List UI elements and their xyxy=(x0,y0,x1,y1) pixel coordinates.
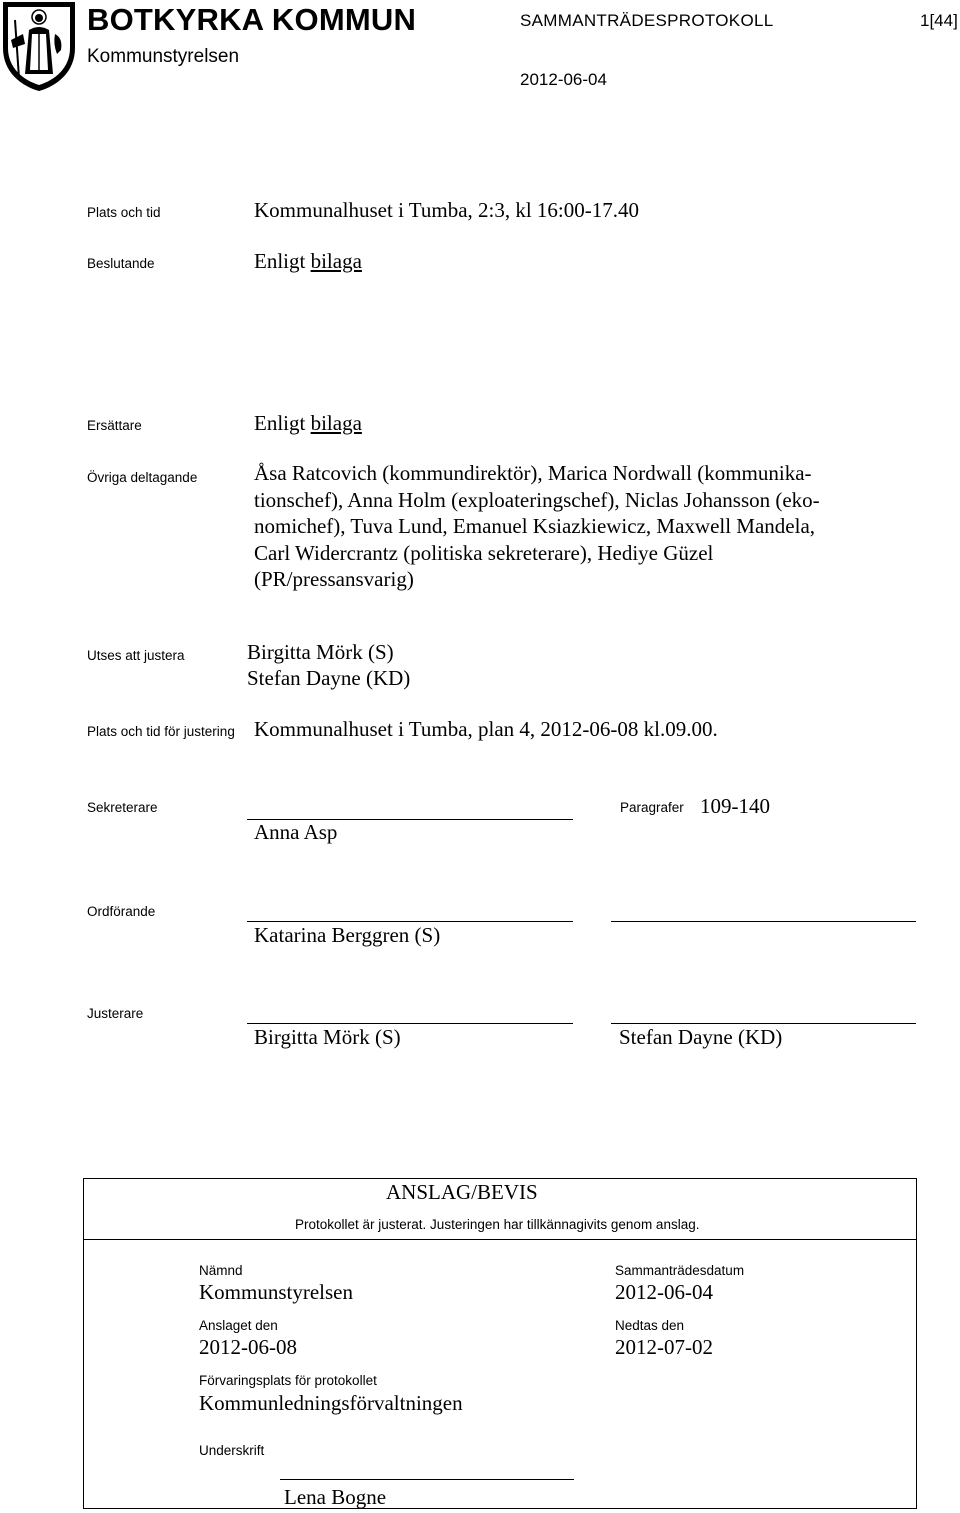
other-participants-value xyxy=(254,460,894,593)
paragraphs-value: 109-140 xyxy=(700,794,770,818)
document-type: SAMMANTRÄDESPROTOKOLL xyxy=(520,11,774,30)
box-divider xyxy=(83,1239,917,1240)
adjust-place-time-value: Kommunalhuset i Tumba, plan 4, 2012-06-08 kl.09.00. xyxy=(254,717,718,741)
participants-line: tionschef), Anna Holm (exploateringschef), Niclas Johansson (eko- xyxy=(254,487,820,512)
signature-line xyxy=(247,921,573,922)
adjuster-1-name: Birgitta Mörk (S) xyxy=(254,1025,401,1049)
participants-line: (PR/pressansvarig) xyxy=(254,567,414,591)
storage-value: Kommunledningsförvaltningen xyxy=(199,1391,463,1415)
meeting-date-label: Sammanträdesdatum xyxy=(615,1263,745,1278)
substitutes-value: Enligt bilaga xyxy=(254,411,362,435)
board-value: Kommunstyrelsen xyxy=(199,1280,353,1304)
adjuster-name: Stefan Dayne (KD) xyxy=(247,666,411,690)
storage-label: Förvaringsplats för protokollet xyxy=(199,1373,377,1388)
other-participants-label: Övriga deltagande xyxy=(87,470,198,485)
chair-name: Katarina Berggren (S) xyxy=(254,923,441,947)
signature-name: Lena Bogne xyxy=(284,1485,387,1509)
removed-value: 2012-07-02 xyxy=(615,1335,713,1359)
decision-makers-value: Enligt bilaga xyxy=(254,249,362,273)
anslag-title: ANSLAG/BEVIS xyxy=(386,1180,538,1204)
meeting-date-value: 2012-06-04 xyxy=(615,1280,713,1304)
board-label: Nämnd xyxy=(199,1263,243,1278)
participants-line: Carl Widercrantz (politiska sekreterare), Hediye Güzel xyxy=(254,540,714,565)
bilaga-link[interactable]: bilaga xyxy=(310,249,362,273)
bilaga-link[interactable]: bilaga xyxy=(310,411,362,435)
posted-label: Anslaget den xyxy=(199,1318,278,1333)
signature-line xyxy=(611,921,916,922)
signature-line xyxy=(280,1479,574,1480)
paragraphs-label: Paragrafer xyxy=(620,800,684,815)
adjusters-label: Justerare xyxy=(87,1006,144,1021)
adjust-place-time-label: Plats och tid för justering xyxy=(87,724,235,739)
municipality-crest-logo xyxy=(1,0,77,92)
signature-label: Underskrift xyxy=(199,1443,265,1458)
organization-name: BOTKYRKA KOMMUN xyxy=(87,2,417,37)
participants-line: nomichef), Tuva Lund, Emanuel Ksiazkiewicz, Maxwell Mandela, xyxy=(254,514,816,538)
secretary-label: Sekreterare xyxy=(87,800,158,815)
chair-label: Ordförande xyxy=(87,904,156,919)
signature-line xyxy=(611,1023,916,1024)
place-time-label: Plats och tid xyxy=(87,205,161,220)
adjusters-appointed-label: Utses att justera xyxy=(87,648,185,663)
secretary-name: Anna Asp xyxy=(254,820,338,844)
posted-value: 2012-06-08 xyxy=(199,1335,297,1359)
substitutes-label: Ersättare xyxy=(87,418,142,433)
adjuster-2-name: Stefan Dayne (KD) xyxy=(619,1025,783,1049)
decision-makers-label: Beslutande xyxy=(87,256,155,271)
place-time-value: Kommunalhuset i Tumba, 2:3, kl 16:00-17.40 xyxy=(254,198,640,222)
organization-department: Kommunstyrelsen xyxy=(87,46,240,67)
signature-line xyxy=(247,1023,573,1024)
anslag-subtitle: Protokollet är justerat. Justeringen har tillkännagivits genom anslag. xyxy=(295,1217,700,1232)
removed-label: Nedtas den xyxy=(615,1318,685,1333)
document-date: 2012-06-04 xyxy=(520,70,607,89)
participants-line: Åsa Ratcovich (kommundirektör), Marica Nordwall (kommunika- xyxy=(254,461,812,485)
page-number: 1[44] xyxy=(920,11,958,30)
adjuster-name: Birgitta Mörk (S) xyxy=(247,640,394,664)
